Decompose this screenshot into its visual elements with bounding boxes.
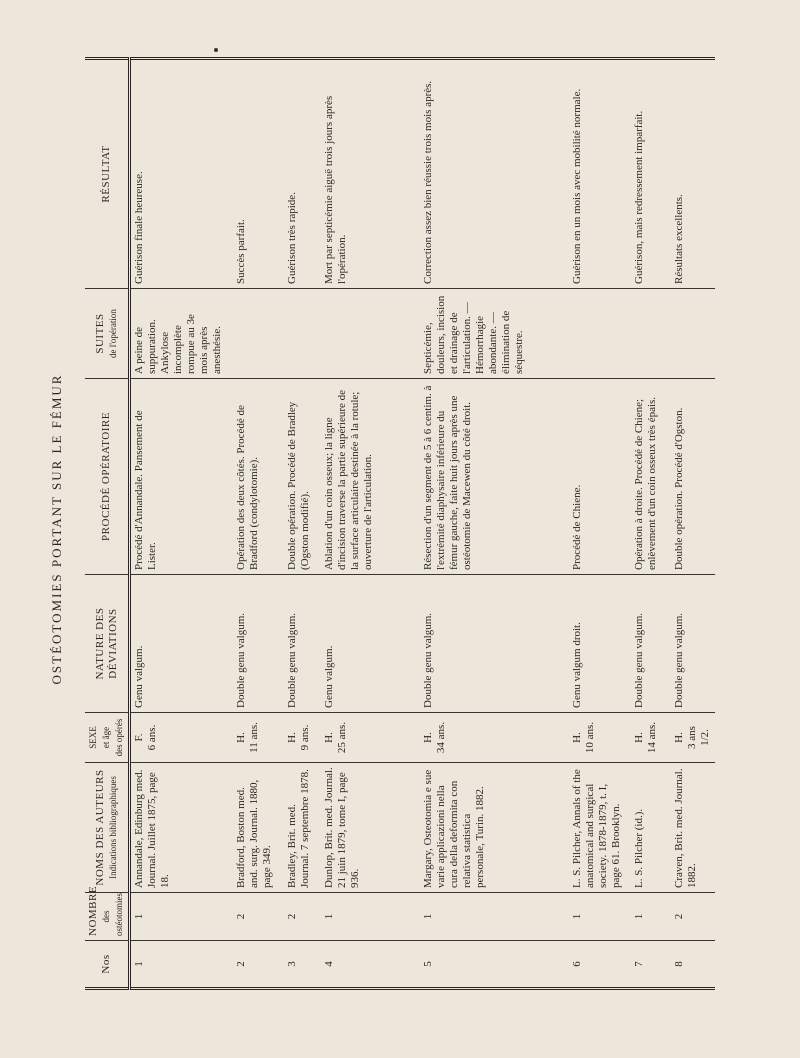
header-suites [85, 289, 130, 379]
row-number: 3 [284, 941, 320, 989]
table-row [631, 59, 670, 989]
row-result: Résultats excellents. [671, 59, 715, 289]
row-age: 3 ans 1/2. [685, 726, 711, 749]
row-sex-age [284, 713, 320, 763]
row-nature: Genu valgum droit. [569, 575, 631, 713]
table-row [569, 59, 631, 989]
row-author: Annandale, Edinburg med. Journal. Juillet 1875, page 18. [130, 763, 233, 893]
header-count-line2: des ostéotomies [101, 893, 124, 936]
header-suites-line2: de l'opération [107, 309, 118, 358]
row-number: 1 [130, 941, 233, 989]
row-number: 5 [420, 941, 570, 989]
row-procedure: Opération à droite. Procédé de Chiene; enlèvement d'un coin osseux très épais. [631, 379, 670, 575]
row-suites [321, 289, 420, 379]
row-count: 1 [569, 893, 631, 941]
row-procedure: Procédé de Chiene. [569, 379, 631, 575]
table-row [284, 59, 320, 989]
row-count: 1 [321, 893, 420, 941]
row-count: 1 [420, 893, 570, 941]
row-sex-age [321, 713, 420, 763]
header-authors [85, 763, 130, 893]
row-nature: Genu valgum. [321, 575, 420, 713]
table-row [321, 59, 420, 989]
row-procedure: Double opération. Procédé d'Ogston. [671, 379, 715, 575]
row-sex-age [233, 713, 285, 763]
row-number: 2 [233, 941, 285, 989]
header-sex-line3: des opérés [114, 718, 124, 757]
row-number: 7 [631, 941, 670, 989]
row-result: Guérison finale heureuse. [130, 59, 233, 289]
row-nature: Genu valgum. [130, 575, 233, 713]
row-age: 10 ans. [584, 721, 597, 754]
row-count: 2 [233, 893, 285, 941]
row-result: Correction assez bien réussie trois mois après. [420, 59, 570, 289]
row-nature: Double genu valgum. [671, 575, 715, 713]
row-suites [284, 289, 320, 379]
row-sex: H. [672, 732, 685, 743]
row-age: 25 ans. [335, 721, 348, 754]
row-number: 8 [671, 941, 715, 989]
table-row [671, 59, 715, 989]
header-num: Nos [85, 941, 130, 989]
row-author: Dunlop, Brit. med. Journal. 21 juin 1879, tome I, page 936. [321, 763, 420, 893]
row-age: 11 ans. [247, 722, 260, 753]
header-count [85, 885, 130, 941]
row-sex-age [631, 713, 670, 763]
row-procedure: Opération des deux côtés. Procédé de Bradford (condylotomie). [233, 379, 285, 575]
row-sex: H. [421, 732, 434, 743]
row-nature: Double genu valgum. [631, 575, 670, 713]
row-procedure: Résection d'un segment de 5 à 6 centim. à l'extrémité diaphysaire inférieure du fémur gauche, faite huit jours après une ostéotomie de Macewen du côté droit. [420, 379, 570, 575]
row-suites: Septicémie, douleurs, incision et drainage de l'articulation. — Hémorrhagie abondante. — élimination de séquestre. [420, 289, 570, 379]
row-sex-age [130, 713, 233, 763]
table-row [420, 59, 570, 989]
row-result: Succès parfait. [233, 59, 285, 289]
row-sex: H. [571, 732, 584, 743]
row-sex: H. [286, 732, 299, 743]
row-sex: H. [633, 732, 646, 743]
row-sex: H. [234, 732, 247, 743]
row-count: 2 [284, 893, 320, 941]
row-age: 14 ans. [646, 721, 659, 754]
row-sex-age [671, 713, 715, 763]
row-result: Guérison très rapide. [284, 59, 320, 289]
row-nature: Double genu valgum. [420, 575, 570, 713]
row-age: 6 ans. [146, 724, 158, 751]
row-sex: H. [322, 732, 335, 743]
row-suites: A peine de suppuration. Ankylose incomplète rompue au 3e mois après anesthésie. [130, 289, 233, 379]
header-sex-line2: et âge [101, 726, 111, 749]
header-authors-line2: Indications bibliographiques [107, 776, 118, 879]
row-number: 4 [321, 941, 420, 989]
osteotomy-table [85, 57, 715, 990]
row-suites [631, 289, 670, 379]
row-procedure: Procédé d'Annandale. Pansement de Lister. [130, 379, 233, 575]
row-author: L. S. Pilcher, Annals of the anatomical and surgical society. 1878-1879, t. I, page 61. Brooklyn. [569, 763, 631, 893]
row-number: 6 [569, 941, 631, 989]
row-author: Margary, Osteotomia e sue varie applicazioni nella cura della deformita con relativa statistica personale, Turin. 1882. [420, 763, 570, 893]
header-nature: NATURE DES DÉVIATIONS [85, 575, 130, 713]
row-procedure: Double opération. Procédé de Bradley (Ogston modifié). [284, 379, 320, 575]
row-nature: Double genu valgum. [233, 575, 285, 713]
row-author: Craven, Brit. med. Journal. 1882. [671, 763, 715, 893]
row-suites [233, 289, 285, 379]
row-result: Mort par septicémie aiguë trois jours après l'opération. [321, 59, 420, 289]
row-age: 9 ans. [299, 724, 312, 751]
row-sex: F. [133, 733, 145, 742]
header-result: RÉSULTAT [85, 59, 130, 289]
row-suites [671, 289, 715, 379]
table-row [130, 59, 233, 989]
row-count: 1 [631, 893, 670, 941]
row-suites [569, 289, 631, 379]
ink-dot [214, 48, 218, 52]
row-author: Bradford, Boston med. and. surg. Journal. 1880, page 349. [233, 763, 285, 893]
row-sex-age [569, 713, 631, 763]
header-procedure: PROCÉDÉ OPÉRATOIRE [85, 379, 130, 575]
row-author: Bradley, Brit. med. Journal. 7 septembre 1878. [284, 763, 320, 893]
row-result: Guérison, mais redressement imparfait. [631, 59, 670, 289]
table-row [233, 59, 285, 989]
row-age: 34 ans. [434, 721, 447, 754]
row-nature: Double genu valgum. [284, 575, 320, 713]
row-procedure: Ablation d'un coin osseux; la ligne d'incision traverse la partie supérieure de la surface articulaire destinée à la rotule; ouverture de l'articulation. [321, 379, 420, 575]
header-row [85, 59, 130, 989]
header-authors-line1: NOMS DES AUTEURS [93, 769, 106, 886]
header-sex-line1: SEXE [88, 726, 98, 749]
header-count-line1: NOMBRE [87, 885, 99, 936]
row-author: L. S. Pilcher (id.). [631, 763, 670, 893]
header-sex-age [85, 713, 130, 763]
row-sex-age [420, 713, 570, 763]
page-title: OSTÉOTOMIES PORTANT SUR LE FÉMUR [49, 373, 64, 685]
rotated-table-container [85, 60, 715, 990]
row-count: 1 [130, 893, 233, 941]
row-result: Guérison en un mois avec mobilité normale. [569, 59, 631, 289]
row-count: 2 [671, 893, 715, 941]
header-suites-line1: SUITES [93, 313, 106, 354]
